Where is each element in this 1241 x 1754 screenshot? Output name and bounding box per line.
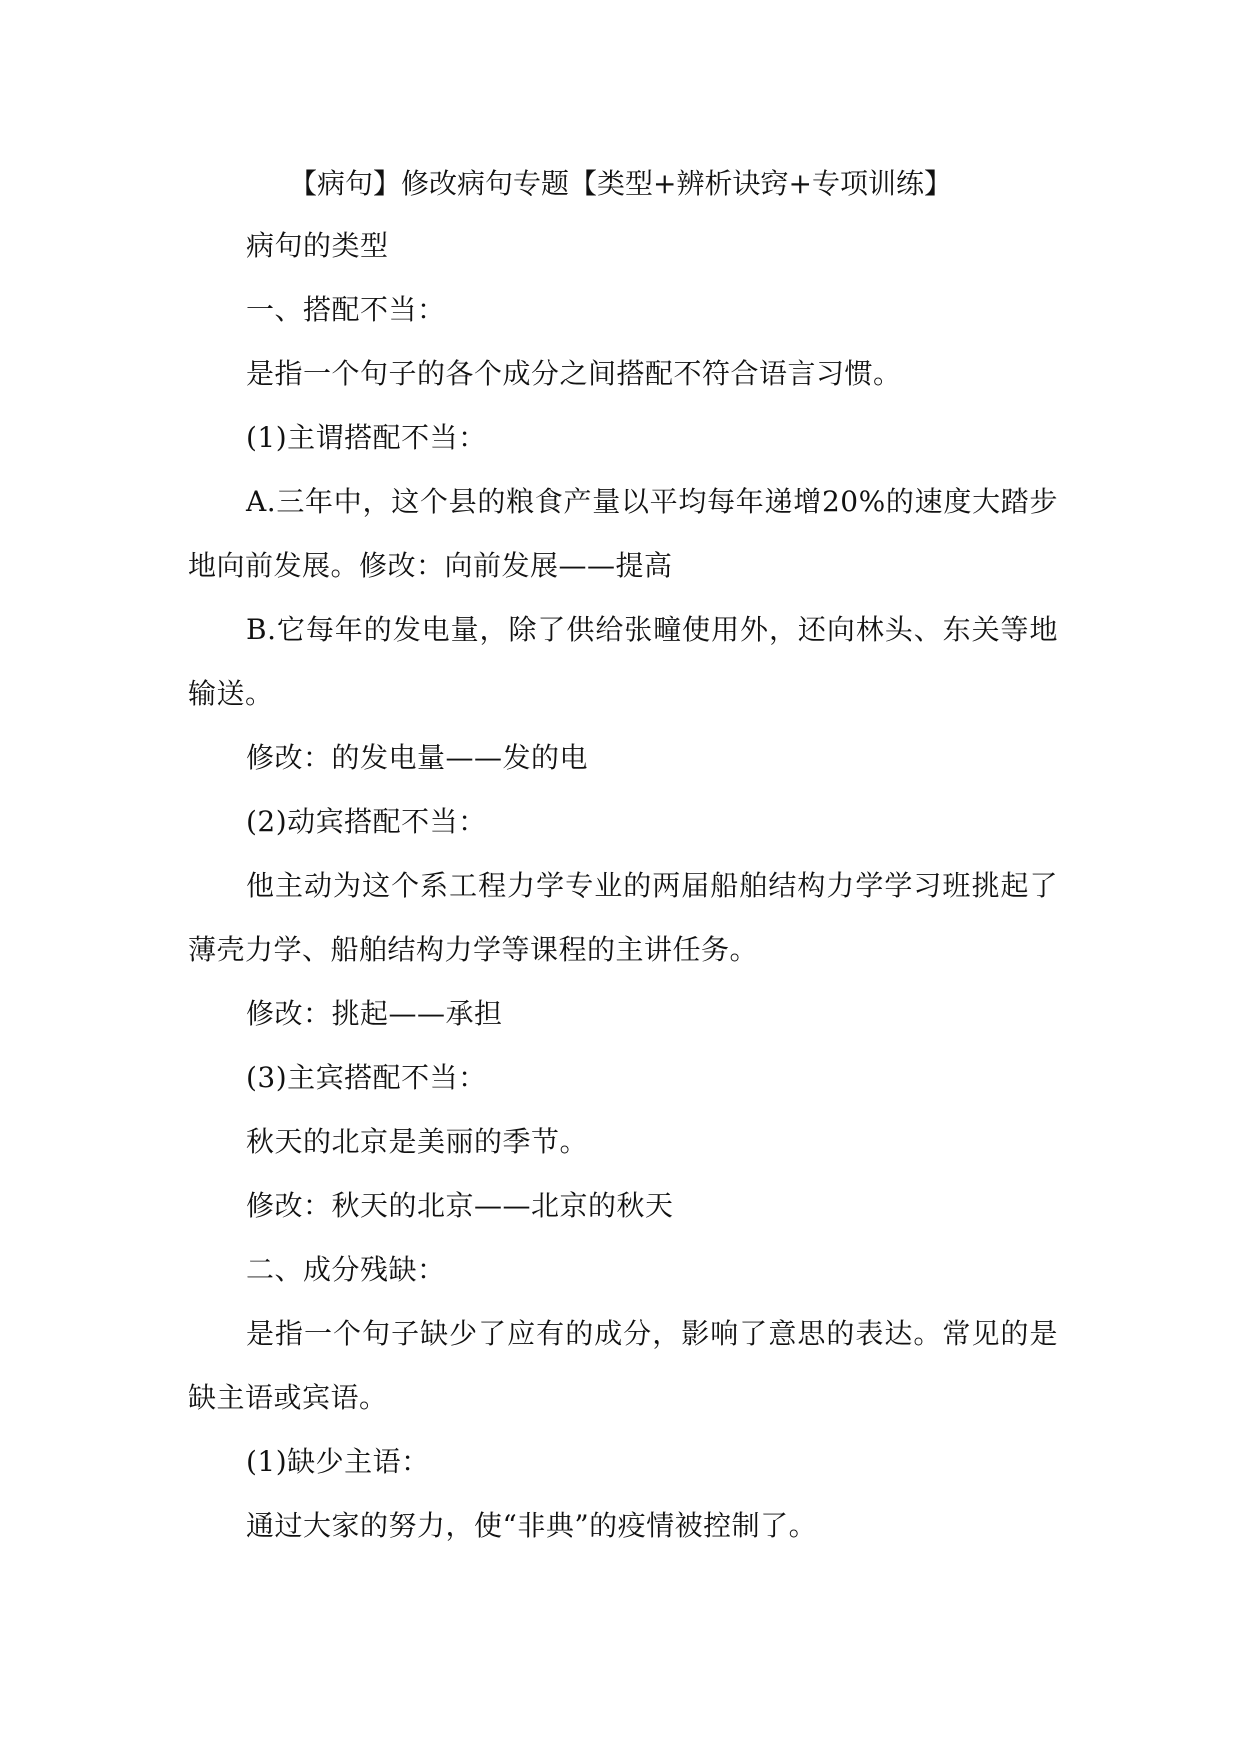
paragraph-section-heading: 病句的类型 [246, 229, 389, 262]
paragraph-definition-2: 是指一个句子缺少了应有的成分，影响了意思的表达。常见的是缺主语或宾语。 [188, 1317, 1058, 1414]
paragraph-heading-1: 一、搭配不当： [246, 293, 446, 326]
paragraph-fix-b: 修改：的发电量——发的电 [246, 741, 589, 774]
paragraph-example-b: B.它每年的发电量，除了供给张疃使用外，还向林头、东关等地输送。 [188, 613, 1058, 710]
paragraph-example-4: 通过大家的努力，使“非典”的疫情被控制了。 [246, 1509, 818, 1542]
paragraph-example-a: A.三年中，这个县的粮食产量以平均每年递增20%的速度大踏步地向前发展。修改：向前发展——提高 [188, 485, 1058, 582]
paragraph-example-3: 秋天的北京是美丽的季节。 [246, 1125, 589, 1158]
document-title: 【病句】修改病句专题【类型+辨析诀窍+专项训练】 [289, 167, 952, 200]
paragraph-subheading-1: (1)主谓搭配不当： [246, 421, 487, 454]
paragraph-heading-2: 二、成分残缺： [246, 1253, 446, 1286]
paragraph-subheading-4: (1)缺少主语： [246, 1445, 430, 1478]
paragraph-example-2: 他主动为这个系工程力学专业的两届船舶结构力学学习班挑起了薄壳力学、船舶结构力学等课程的主讲任务。 [188, 869, 1058, 966]
paragraph-subheading-3: (3)主宾搭配不当： [246, 1061, 487, 1094]
paragraph-fix-3: 修改：秋天的北京——北京的秋天 [246, 1189, 674, 1222]
paragraph-subheading-2: (2)动宾搭配不当： [246, 805, 487, 838]
paragraph-definition-1: 是指一个句子的各个成分之间搭配不符合语言习惯。 [246, 357, 902, 390]
paragraph-fix-2: 修改：挑起——承担 [246, 997, 503, 1030]
